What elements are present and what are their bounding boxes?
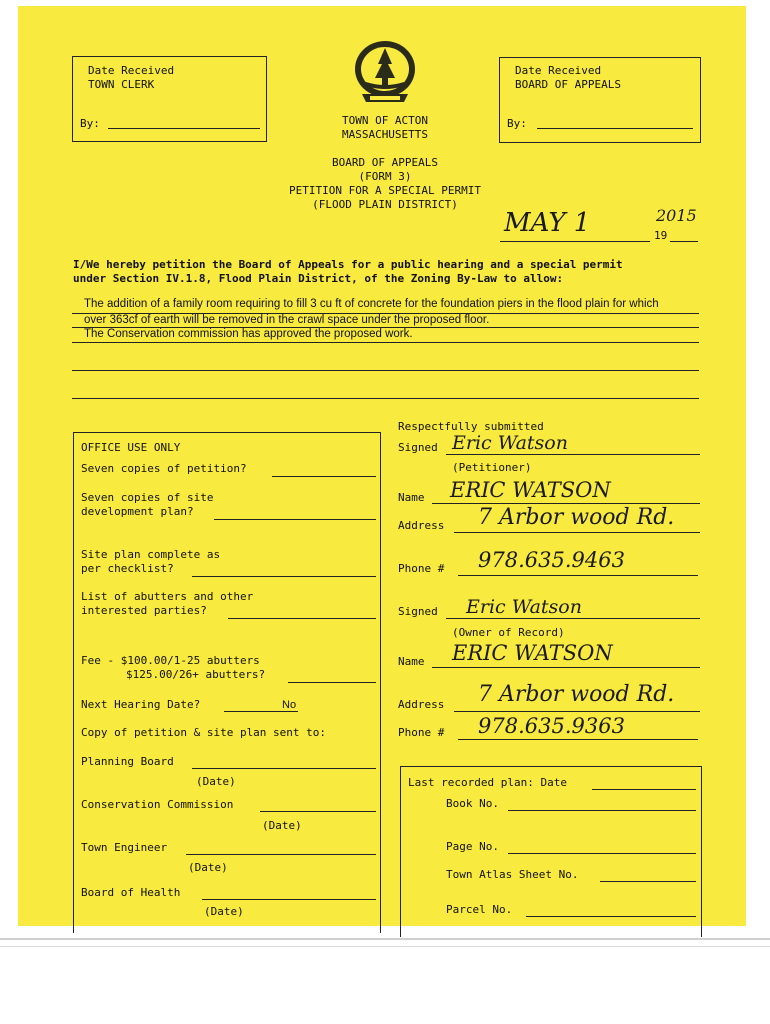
site-plan-field[interactable] bbox=[192, 576, 376, 577]
owner-phone: 978.635.9363 bbox=[478, 714, 625, 738]
petition-field-line-5[interactable] bbox=[72, 398, 699, 399]
town-clerk-title: Date Received bbox=[88, 64, 175, 77]
petitioner-phone: 978.635.9463 bbox=[478, 548, 625, 572]
seven-copies-site-field[interactable] bbox=[214, 519, 376, 520]
owner-address-field[interactable] bbox=[454, 711, 700, 712]
parcel-no-label: Parcel No. bbox=[446, 903, 513, 916]
next-hearing-value: No bbox=[282, 699, 297, 711]
petition-field-line-4[interactable] bbox=[72, 370, 699, 371]
conservation-field[interactable] bbox=[260, 811, 376, 812]
town-engineer-field[interactable] bbox=[186, 854, 376, 855]
respectfully-submitted: Respectfully submitted bbox=[398, 420, 544, 433]
petition-line-2: under Section IV.1.8, Flood Plain District, of the Zoning By-Law to allow: bbox=[73, 272, 564, 285]
petition-typed-3: The Conservation commission has approved the proposed work. bbox=[84, 328, 413, 340]
state-name: MASSACHUSETTS bbox=[341, 128, 429, 141]
petition-field-line-3[interactable] bbox=[72, 342, 699, 343]
board-health-date-label: (Date) bbox=[204, 905, 244, 918]
petitioner-phone-label: Phone # bbox=[398, 562, 445, 575]
planning-board-field[interactable] bbox=[192, 768, 376, 769]
site-plan-label-1: Site plan complete as bbox=[81, 548, 221, 561]
town-clerk-by-field[interactable] bbox=[108, 128, 260, 129]
handwritten-year: 2015 bbox=[656, 206, 697, 225]
town-clerk-subtitle: TOWN CLERK bbox=[88, 78, 155, 91]
petitioner-address-field[interactable] bbox=[454, 532, 700, 533]
board-appeals-subtitle: BOARD OF APPEALS bbox=[515, 78, 621, 91]
petitioner-signed-label: Signed bbox=[398, 441, 438, 454]
last-recorded-field[interactable] bbox=[592, 789, 696, 790]
petitioner-address-label: Address bbox=[398, 519, 445, 532]
petitioner-name-label: Name bbox=[398, 491, 425, 504]
district-title: (FLOOD PLAIN DISTRICT) bbox=[312, 198, 458, 211]
conservation-label: Conservation Commission bbox=[81, 798, 234, 811]
petition-title: PETITION FOR A SPECIAL PERMIT bbox=[288, 184, 482, 197]
owner-signature: Eric Watson bbox=[466, 596, 582, 618]
book-no-field[interactable] bbox=[508, 810, 696, 811]
owner-name-field[interactable] bbox=[432, 667, 700, 668]
town-name: TOWN OF ACTON bbox=[341, 114, 429, 127]
site-plan-label-2: per checklist? bbox=[81, 562, 174, 575]
petitioner-signature-field[interactable] bbox=[446, 454, 700, 455]
owner-name-label: Name bbox=[398, 655, 425, 668]
page-no-label: Page No. bbox=[446, 840, 499, 853]
fee-label-1: Fee - $100.00/1-25 abutters bbox=[81, 654, 260, 667]
owner-phone-field[interactable] bbox=[458, 739, 698, 740]
planning-board-date-label: (Date) bbox=[196, 775, 236, 788]
parcel-no-field[interactable] bbox=[526, 916, 696, 917]
owner-role-label: (Owner of Record) bbox=[452, 626, 565, 639]
form-number: (FORM 3) bbox=[358, 170, 412, 183]
board-appeals-by-label: By: bbox=[507, 117, 527, 130]
abutters-field[interactable] bbox=[228, 618, 376, 619]
atlas-sheet-field[interactable] bbox=[600, 881, 696, 882]
atlas-sheet-label: Town Atlas Sheet No. bbox=[446, 868, 579, 881]
page-edge-shadow bbox=[0, 946, 770, 947]
planning-board-label: Planning Board bbox=[81, 755, 174, 768]
page-no-field[interactable] bbox=[508, 853, 696, 854]
petitioner-signature: Eric Watson bbox=[452, 432, 568, 454]
book-no-label: Book No. bbox=[446, 797, 499, 810]
petitioner-address: 7 Arbor wood Rd. bbox=[478, 505, 675, 530]
date-field[interactable] bbox=[500, 241, 650, 242]
petition-typed-1: The addition of a family room requiring to fill 3 cu ft of concrete for the foundation piers in the flood plain for which bbox=[84, 298, 659, 310]
petitioner-role-label: (Petitioner) bbox=[452, 461, 532, 474]
office-use-title: OFFICE USE ONLY bbox=[81, 441, 181, 454]
fee-label-2: $125.00/26+ abutters? bbox=[126, 668, 266, 681]
board-heading: BOARD OF APPEALS bbox=[332, 156, 438, 169]
petitioner-name: ERIC WATSON bbox=[450, 478, 611, 502]
petition-typed-2: over 363cf of earth will be removed in the crawl space under the proposed floor. bbox=[84, 314, 490, 326]
year-prefix: 19 bbox=[654, 229, 668, 242]
petition-line-1: I/We hereby petition the Board of Appeals for a public hearing and a special permit bbox=[73, 258, 623, 271]
town-engineer-label: Town Engineer bbox=[81, 841, 168, 854]
petitioner-name-field[interactable] bbox=[432, 503, 700, 504]
board-health-label: Board of Health bbox=[81, 886, 181, 899]
town-clerk-by-label: By: bbox=[80, 117, 100, 130]
owner-phone-label: Phone # bbox=[398, 726, 445, 739]
abutters-label-1: List of abutters and other bbox=[81, 590, 254, 603]
copy-sent-label: Copy of petition & site plan sent to: bbox=[81, 726, 327, 739]
seven-copies-petition-label: Seven copies of petition? bbox=[81, 462, 247, 475]
owner-name: ERIC WATSON bbox=[452, 641, 613, 665]
seven-copies-petition-field[interactable] bbox=[272, 476, 376, 477]
owner-signed-label: Signed bbox=[398, 605, 438, 618]
owner-signature-field[interactable] bbox=[446, 618, 700, 619]
next-hearing-label: Next Hearing Date? bbox=[81, 698, 201, 711]
town-engineer-date-label: (Date) bbox=[188, 861, 228, 874]
conservation-date-label: (Date) bbox=[262, 819, 302, 832]
last-recorded-label: Last recorded plan: Date bbox=[408, 776, 567, 789]
seven-copies-site-label-2: development plan? bbox=[81, 505, 194, 518]
handwritten-date: MAY 1 bbox=[504, 208, 591, 238]
board-appeals-title: Date Received bbox=[515, 64, 602, 77]
board-health-field[interactable] bbox=[202, 899, 376, 900]
year-field[interactable] bbox=[670, 241, 698, 242]
abutters-label-2: interested parties? bbox=[81, 604, 207, 617]
owner-address: 7 Arbor wood Rd. bbox=[478, 682, 675, 707]
page-edge bbox=[0, 938, 770, 940]
seven-copies-site-label-1: Seven copies of site bbox=[81, 491, 214, 504]
next-hearing-field[interactable] bbox=[224, 711, 298, 712]
owner-address-label: Address bbox=[398, 698, 445, 711]
fee-field[interactable] bbox=[288, 682, 376, 683]
board-appeals-by-field[interactable] bbox=[537, 128, 693, 129]
petitioner-phone-field[interactable] bbox=[458, 575, 698, 576]
town-seal-icon bbox=[348, 36, 422, 104]
